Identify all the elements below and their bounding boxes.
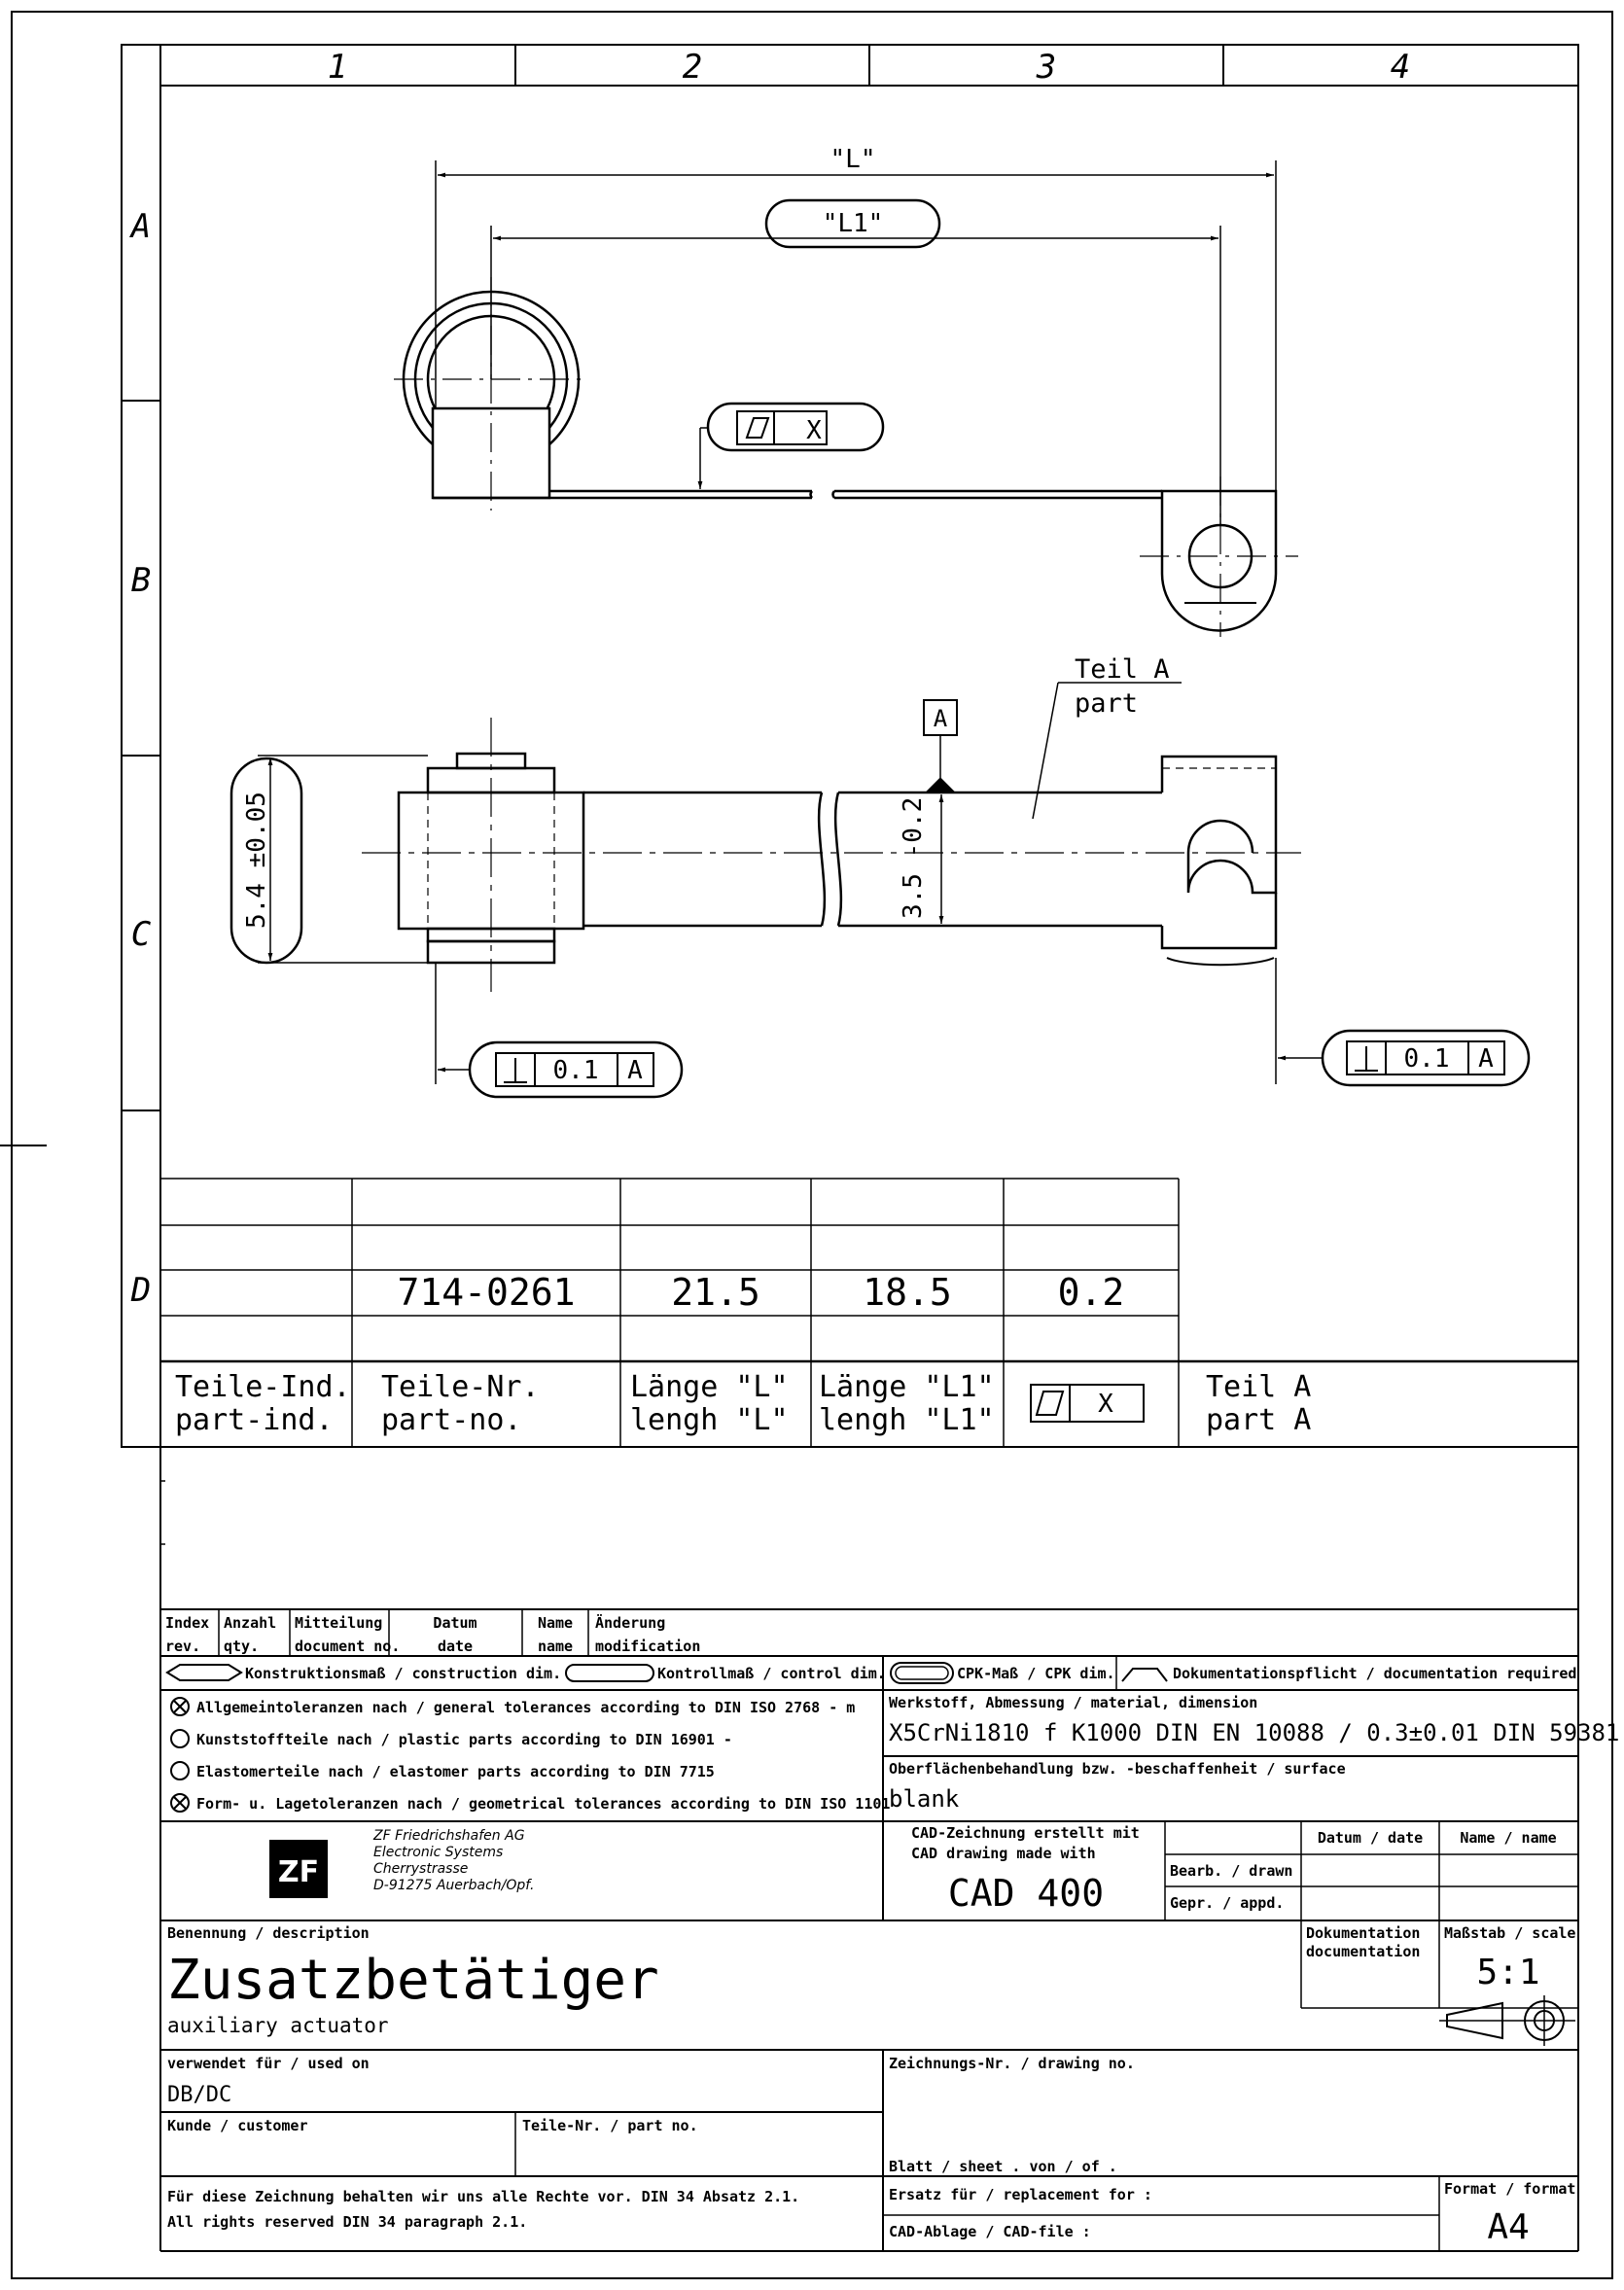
cad-system: CAD 400	[947, 1872, 1105, 1915]
header-part-no-de: Teile-Nr.	[381, 1370, 540, 1404]
zone-row-c: C	[130, 915, 152, 954]
documentation-label1: Dokumentation	[1306, 1924, 1421, 1942]
header-l1-de: Länge "L1"	[819, 1370, 995, 1404]
header-l1-en: lengh "L1"	[819, 1403, 995, 1437]
part-callout-en: part	[1075, 688, 1139, 719]
format-label: Format / format	[1444, 2180, 1576, 2198]
header-part-ind-en: part-ind.	[175, 1403, 334, 1437]
cad-date-header: Datum / date	[1317, 1829, 1424, 1847]
row-zone-strip	[122, 45, 160, 1447]
cell-length-l: 21.5	[671, 1271, 760, 1314]
rev-date-en: date	[437, 1638, 474, 1655]
company-line4: D-91275 Auerbach/Opf.	[373, 1878, 535, 1893]
documentation-label2: documentation	[1306, 1943, 1421, 1960]
header-part-no-en: part-no.	[381, 1403, 522, 1437]
format-value: A4	[1487, 2207, 1530, 2247]
legend-construction: Konstruktionsmaß / construction dim.	[245, 1665, 562, 1682]
header-flatness-value: X	[1098, 1390, 1113, 1419]
rights-de: Für diese Zeichnung behalten wir uns alle Rechte vor. DIN 34 Absatz 2.1.	[167, 2188, 800, 2205]
rev-doc-en: document no.	[295, 1638, 401, 1655]
dim-thickness-label: 3.5 -0.2	[899, 796, 928, 919]
cad-approved: Gepr. / appd.	[1170, 1894, 1285, 1912]
dim-l1-label: "L1"	[822, 209, 884, 238]
zone-row-b: B	[130, 561, 152, 600]
customer-label: Kunde / customer	[167, 2117, 308, 2134]
datum-label: A	[933, 705, 948, 732]
scale-label: Maßstab / scale	[1444, 1924, 1576, 1942]
flatness-tolerance-value: X	[806, 416, 822, 445]
rev-index: Index	[165, 1614, 210, 1632]
tol-elastomer: Elastomerteile nach / elastomer parts according to DIN 7715	[196, 1763, 715, 1780]
dim-l-label: "L"	[830, 145, 876, 174]
cad-label1: CAD-Zeichnung erstellt mit	[911, 1824, 1140, 1842]
cad-drawn: Bearb. / drawn	[1170, 1862, 1293, 1880]
rev-doc: Mitteilung	[295, 1614, 383, 1632]
zone-col-4: 4	[1390, 48, 1411, 87]
header-part-en: part A	[1206, 1403, 1312, 1437]
tol-form: Form- u. Lagetoleranzen nach / geometrical tolerances according to DIN ISO 1101	[196, 1795, 891, 1813]
zone-row-a: A	[130, 207, 152, 246]
cad-name-header: Name / name	[1460, 1829, 1557, 1847]
material-value: X5CrNi1810 f K1000 DIN EN 10088 / 0.3±0.01 DIN 59381	[889, 1719, 1620, 1746]
cell-length-l1: 18.5	[863, 1271, 952, 1314]
perp-tol-left-datum: A	[627, 1056, 643, 1085]
used-on-value: DB/DC	[167, 2083, 232, 2107]
scale-value: 5:1	[1476, 1953, 1540, 1992]
description-label: Benennung / description	[167, 1924, 370, 1942]
cell-part-no: 714-0261	[397, 1271, 576, 1314]
cad-file-label: CAD-Ablage / CAD-file :	[889, 2223, 1091, 2240]
perp-tol-right-value: 0.1	[1403, 1044, 1450, 1074]
rev-mod: Änderung	[595, 1614, 666, 1632]
replacement-label: Ersatz für / replacement for :	[889, 2186, 1152, 2203]
drawing-no-label: Zeichnungs-Nr. / drawing no.	[889, 2055, 1135, 2072]
header-l-de: Länge "L"	[630, 1370, 789, 1404]
company-line2: Electronic Systems	[373, 1845, 504, 1860]
rights-en: All rights reserved DIN 34 paragraph 2.1.	[167, 2213, 528, 2231]
rev-date: Datum	[433, 1614, 477, 1632]
header-l-en: lengh "L"	[630, 1403, 789, 1437]
part-callout-de: Teil A	[1075, 654, 1170, 685]
used-on-label: verwendet für / used on	[167, 2055, 370, 2072]
rev-qty-en: qty.	[224, 1638, 260, 1655]
tol-plastic: Kunststoffteile nach / plastic parts according to DIN 16901 -	[196, 1731, 732, 1748]
perp-tol-left-value: 0.1	[552, 1056, 599, 1085]
zf-logo: ZF	[277, 1855, 320, 1889]
rev-name: Name	[537, 1614, 574, 1632]
rev-name-en: name	[537, 1638, 574, 1655]
drawing-frame	[160, 45, 1578, 1447]
legend-control: Kontrollmaß / control dim.	[657, 1665, 886, 1682]
legend-cpk: CPK-Maß / CPK dim.	[957, 1665, 1115, 1682]
perp-tol-right-datum: A	[1478, 1044, 1494, 1074]
legend-documentation: Dokumentationspflicht / documentation required	[1173, 1665, 1577, 1682]
header-part-de: Teil A	[1206, 1370, 1312, 1404]
cell-flatness: 0.2	[1057, 1271, 1125, 1314]
zone-row-d: D	[130, 1271, 152, 1310]
title-sub: auxiliary actuator	[167, 2014, 389, 2037]
header-part-ind-de: Teile-Ind.	[175, 1370, 351, 1404]
zone-col-2: 2	[682, 48, 703, 87]
company-line3: Cherrystrasse	[373, 1861, 469, 1877]
material-label: Werkstoff, Abmessung / material, dimension	[889, 1694, 1258, 1711]
company-line1: ZF Friedrichshafen AG	[373, 1828, 525, 1844]
part-no-label: Teile-Nr. / part no.	[522, 2117, 698, 2134]
cad-label2: CAD drawing made with	[911, 1845, 1096, 1862]
title-main: Zusatzbetätiger	[167, 1949, 659, 2012]
zone-col-3: 3	[1036, 48, 1057, 87]
side-view	[231, 683, 1529, 1097]
sheet-label: Blatt / sheet . von / of .	[889, 2158, 1117, 2175]
rev-mod-en: modification	[595, 1638, 701, 1655]
zone-col-1: 1	[327, 48, 348, 87]
surface-value: blank	[889, 1785, 960, 1813]
dim-height-label: 5.4 ±0.05	[242, 792, 271, 929]
rev-qty: Anzahl	[224, 1614, 277, 1632]
tol-general: Allgemeintoleranzen nach / general tolerances according to DIN ISO 2768 - m	[196, 1699, 856, 1716]
rev-index-en: rev.	[165, 1638, 201, 1655]
surface-label: Oberflächenbehandlung bzw. -beschaffenheit / surface	[889, 1760, 1346, 1778]
